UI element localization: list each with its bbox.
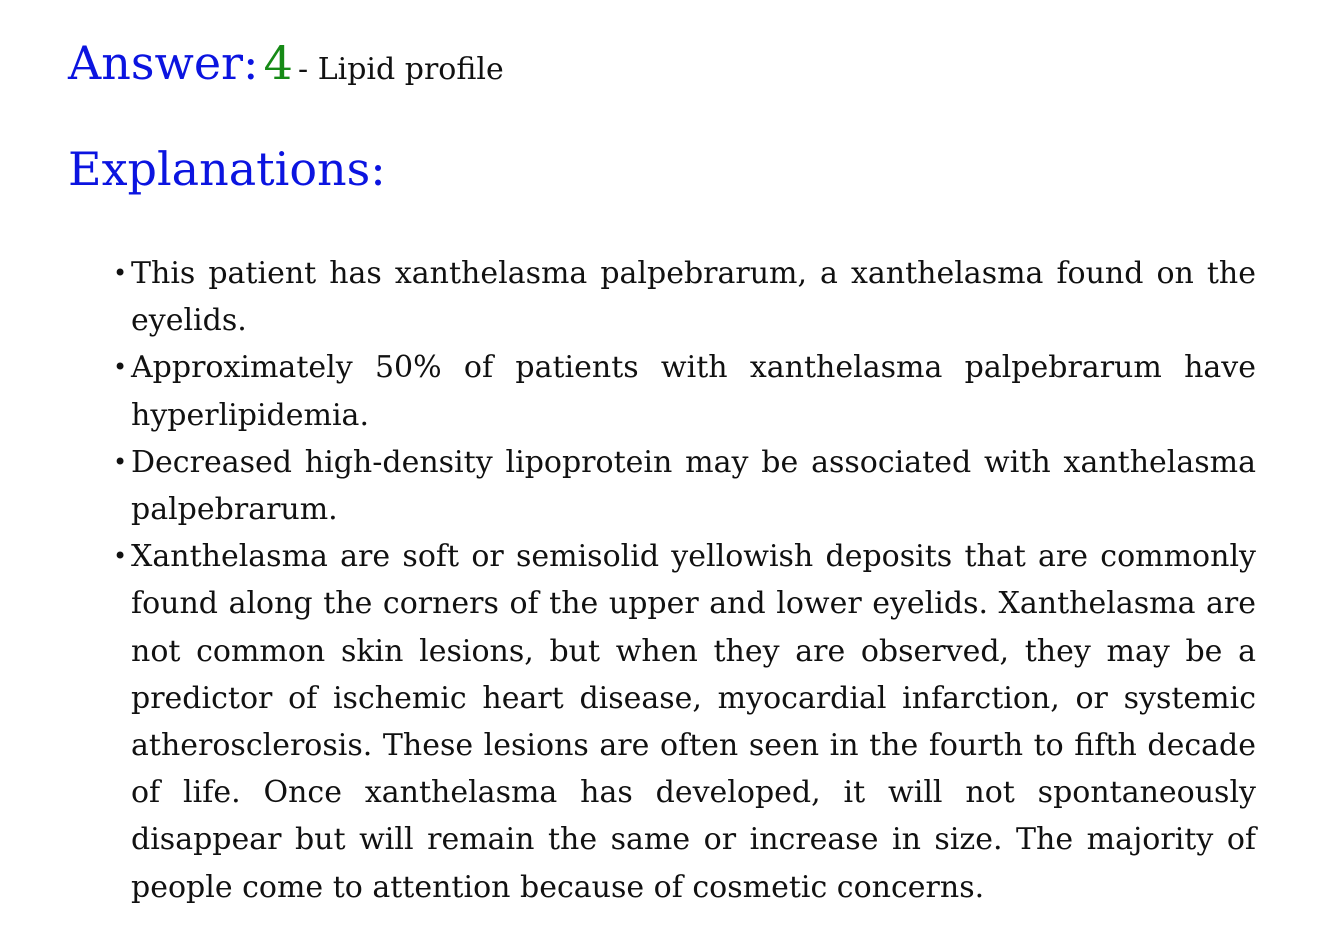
answer-label: Answer:	[68, 36, 259, 90]
answer-number: 4	[263, 36, 293, 90]
explanations-heading: Explanations:	[68, 142, 386, 196]
answer-line	[68, 36, 504, 90]
bullet-icon: •	[113, 447, 128, 476]
bullet-icon: •	[113, 259, 128, 287]
explanation-item	[110, 439, 1256, 533]
explanation-text: Xanthelasma are soft or semisolid yellowish deposits that are commonly found along the corners of the upper and lower eyelids. Xanthelasma are not common skin lesions, but when they are observed, they may be a predictor of ischemic heart disease, myocardial infarction, or systemic atherosclerosis. These lesions are often seen in the fourth to fifth decade of life. Once xanthelasma has developed, it will not spontaneously disappear but will remain the same or increase in size. The majority of people come to attention because of cosmetic concerns.	[131, 539, 1256, 905]
answer-text: - Lipid profile	[298, 52, 504, 87]
explanation-item	[110, 533, 1256, 911]
explanation-item	[110, 250, 1256, 344]
explanation-list	[110, 250, 1256, 911]
bullet-icon: •	[113, 353, 128, 382]
explanation-item	[110, 344, 1256, 438]
explanation-text: This patient has xanthelasma palpebrarum, a xanthelasma found on the eyelids.	[131, 256, 1256, 339]
explanation-text: Decreased high-density lipoprotein may be associated with xanthelasma palpebrarum.	[131, 444, 1256, 528]
bullet-icon: •	[113, 542, 128, 571]
explanation-text: Approximately 50% of patients with xanthelasma palpebrarum have hyperlipidemia.	[131, 350, 1256, 433]
